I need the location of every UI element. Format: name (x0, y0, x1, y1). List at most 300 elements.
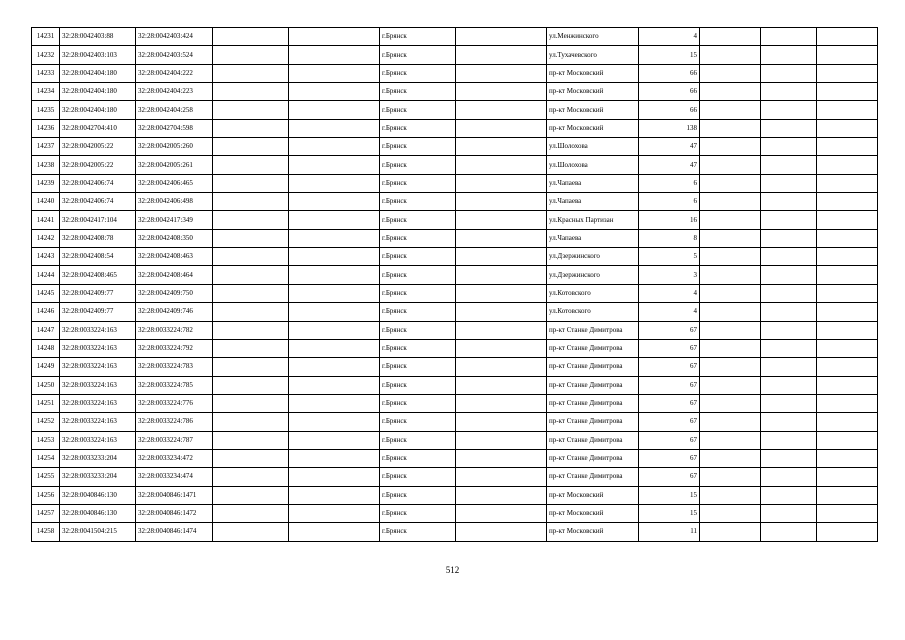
empty-cell (456, 266, 547, 284)
row-number: 14245 (32, 284, 60, 302)
empty-cell (761, 193, 817, 211)
house-number-cell: 67 (639, 321, 700, 339)
empty-cell (761, 156, 817, 174)
house-number-cell: 6 (639, 193, 700, 211)
street-cell: ул.Шолохова (547, 138, 639, 156)
row-number: 14249 (32, 358, 60, 376)
table-row (32, 394, 878, 412)
house-number-cell: 47 (639, 138, 700, 156)
city-cell: г.Брянск (380, 119, 456, 137)
row-number: 14234 (32, 83, 60, 101)
empty-cell (289, 358, 380, 376)
object-cadastral-number: 32:28:0033224:782 (136, 321, 213, 339)
city-cell: г.Брянск (380, 229, 456, 247)
empty-cell (817, 64, 878, 82)
street-cell: пр-кт Станке Димитрова (547, 449, 639, 467)
table-row (32, 83, 878, 101)
object-cadastral-number: 32:28:0033224:785 (136, 376, 213, 394)
empty-cell (817, 523, 878, 541)
empty-cell (456, 138, 547, 156)
empty-cell (213, 174, 289, 192)
empty-cell (700, 504, 761, 522)
empty-cell (700, 28, 761, 46)
parcel-cadastral-number: 32:28:0040846:130 (60, 486, 136, 504)
empty-cell (456, 339, 547, 357)
object-cadastral-number: 32:28:0042005:261 (136, 156, 213, 174)
empty-cell (456, 174, 547, 192)
empty-cell (289, 64, 380, 82)
parcel-cadastral-number: 32:28:0033233:204 (60, 449, 136, 467)
empty-cell (700, 468, 761, 486)
empty-cell (700, 211, 761, 229)
row-number: 14255 (32, 468, 60, 486)
house-number-cell: 5 (639, 248, 700, 266)
empty-cell (761, 321, 817, 339)
empty-cell (700, 358, 761, 376)
street-cell: пр-кт Станке Димитрова (547, 339, 639, 357)
empty-cell (700, 174, 761, 192)
parcel-cadastral-number: 32:28:0033224:163 (60, 321, 136, 339)
empty-cell (700, 523, 761, 541)
empty-cell (289, 101, 380, 119)
empty-cell (700, 266, 761, 284)
empty-cell (817, 248, 878, 266)
empty-cell (761, 174, 817, 192)
house-number-cell: 4 (639, 28, 700, 46)
empty-cell (817, 174, 878, 192)
empty-cell (289, 46, 380, 64)
house-number-cell: 15 (639, 486, 700, 504)
empty-cell (761, 468, 817, 486)
city-cell: г.Брянск (380, 64, 456, 82)
parcel-cadastral-number: 32:28:0042408:78 (60, 229, 136, 247)
empty-cell (700, 138, 761, 156)
empty-cell (817, 46, 878, 64)
empty-cell (817, 138, 878, 156)
empty-cell (456, 284, 547, 302)
parcel-cadastral-number: 32:28:0040846:130 (60, 504, 136, 522)
house-number-cell: 67 (639, 468, 700, 486)
row-number: 14257 (32, 504, 60, 522)
parcel-cadastral-number: 32:28:0033224:163 (60, 431, 136, 449)
street-cell: пр-кт Станке Димитрова (547, 376, 639, 394)
city-cell: г.Брянск (380, 413, 456, 431)
street-cell: пр-кт Московский (547, 101, 639, 119)
empty-cell (289, 431, 380, 449)
empty-cell (761, 211, 817, 229)
empty-cell (213, 321, 289, 339)
empty-cell (700, 394, 761, 412)
parcel-cadastral-number: 32:28:0042404:180 (60, 83, 136, 101)
table-row (32, 156, 878, 174)
object-cadastral-number: 32:28:0042409:750 (136, 284, 213, 302)
table-row (32, 376, 878, 394)
empty-cell (761, 449, 817, 467)
empty-cell (817, 284, 878, 302)
empty-cell (700, 376, 761, 394)
empty-cell (213, 303, 289, 321)
street-cell: пр-кт Станке Димитрова (547, 321, 639, 339)
house-number-cell: 67 (639, 376, 700, 394)
object-cadastral-number: 32:28:0042408:350 (136, 229, 213, 247)
row-number: 14237 (32, 138, 60, 156)
empty-cell (700, 431, 761, 449)
parcel-cadastral-number: 32:28:0042403:88 (60, 28, 136, 46)
object-cadastral-number: 32:28:0042403:424 (136, 28, 213, 46)
city-cell: г.Брянск (380, 523, 456, 541)
empty-cell (289, 504, 380, 522)
house-number-cell: 6 (639, 174, 700, 192)
empty-cell (817, 28, 878, 46)
street-cell: ул.Котовского (547, 284, 639, 302)
empty-cell (700, 284, 761, 302)
street-cell: ул.Чапаева (547, 174, 639, 192)
house-number-cell: 67 (639, 413, 700, 431)
empty-cell (213, 431, 289, 449)
empty-cell (289, 138, 380, 156)
empty-cell (289, 449, 380, 467)
object-cadastral-number: 32:28:0042005:260 (136, 138, 213, 156)
empty-cell (761, 64, 817, 82)
empty-cell (213, 468, 289, 486)
object-cadastral-number: 32:28:0042417:349 (136, 211, 213, 229)
city-cell: г.Брянск (380, 376, 456, 394)
empty-cell (213, 413, 289, 431)
empty-cell (289, 248, 380, 266)
empty-cell (817, 119, 878, 137)
empty-cell (213, 211, 289, 229)
empty-cell (213, 193, 289, 211)
row-number: 14236 (32, 119, 60, 137)
table-row (32, 486, 878, 504)
empty-cell (289, 523, 380, 541)
empty-cell (213, 64, 289, 82)
empty-cell (213, 46, 289, 64)
empty-cell (700, 46, 761, 64)
city-cell: г.Брянск (380, 339, 456, 357)
table-row (32, 523, 878, 541)
empty-cell (761, 284, 817, 302)
empty-cell (289, 468, 380, 486)
empty-cell (817, 266, 878, 284)
empty-cell (289, 376, 380, 394)
city-cell: г.Брянск (380, 248, 456, 266)
street-cell: ул.Чапаева (547, 229, 639, 247)
table-row (32, 449, 878, 467)
parcel-cadastral-number: 32:28:0042005:22 (60, 138, 136, 156)
house-number-cell: 3 (639, 266, 700, 284)
row-number: 14243 (32, 248, 60, 266)
row-number: 14254 (32, 449, 60, 467)
row-number: 14246 (32, 303, 60, 321)
empty-cell (761, 303, 817, 321)
row-number: 14241 (32, 211, 60, 229)
empty-cell (456, 376, 547, 394)
empty-cell (761, 339, 817, 357)
parcel-cadastral-number: 32:28:0042005:22 (60, 156, 136, 174)
empty-cell (700, 229, 761, 247)
street-cell: пр-кт Московский (547, 486, 639, 504)
empty-cell (289, 284, 380, 302)
parcel-cadastral-number: 32:28:0042406:74 (60, 174, 136, 192)
empty-cell (289, 229, 380, 247)
parcel-cadastral-number: 32:28:0033224:163 (60, 376, 136, 394)
empty-cell (289, 211, 380, 229)
street-cell: пр-кт Станке Димитрова (547, 431, 639, 449)
object-cadastral-number: 32:28:0042704:598 (136, 119, 213, 137)
empty-cell (817, 376, 878, 394)
house-number-cell: 66 (639, 101, 700, 119)
table-row (32, 64, 878, 82)
empty-cell (289, 266, 380, 284)
empty-cell (817, 394, 878, 412)
table-row (32, 358, 878, 376)
empty-cell (289, 83, 380, 101)
city-cell: г.Брянск (380, 83, 456, 101)
city-cell: г.Брянск (380, 358, 456, 376)
empty-cell (761, 523, 817, 541)
city-cell: г.Брянск (380, 321, 456, 339)
house-number-cell: 11 (639, 523, 700, 541)
parcel-cadastral-number: 32:28:0033233:204 (60, 468, 136, 486)
table-row (32, 229, 878, 247)
empty-cell (761, 413, 817, 431)
table-row (32, 101, 878, 119)
empty-cell (817, 486, 878, 504)
empty-cell (700, 64, 761, 82)
table-row (32, 321, 878, 339)
page-number: 512 (445, 565, 460, 575)
empty-cell (289, 303, 380, 321)
row-number: 14252 (32, 413, 60, 431)
empty-cell (700, 303, 761, 321)
empty-cell (817, 358, 878, 376)
house-number-cell: 67 (639, 358, 700, 376)
city-cell: г.Брянск (380, 284, 456, 302)
empty-cell (700, 486, 761, 504)
empty-cell (817, 83, 878, 101)
empty-cell (213, 248, 289, 266)
city-cell: г.Брянск (380, 211, 456, 229)
table-row (32, 248, 878, 266)
table-row (32, 284, 878, 302)
house-number-cell: 8 (639, 229, 700, 247)
object-cadastral-number: 32:28:0033224:783 (136, 358, 213, 376)
table-row (32, 174, 878, 192)
row-number: 14235 (32, 101, 60, 119)
empty-cell (817, 504, 878, 522)
empty-cell (289, 28, 380, 46)
empty-cell (213, 504, 289, 522)
object-cadastral-number: 32:28:0042408:464 (136, 266, 213, 284)
table-row (32, 468, 878, 486)
empty-cell (456, 193, 547, 211)
empty-cell (213, 358, 289, 376)
empty-cell (213, 101, 289, 119)
parcel-cadastral-number: 32:28:0042408:465 (60, 266, 136, 284)
empty-cell (817, 468, 878, 486)
empty-cell (700, 248, 761, 266)
empty-cell (213, 229, 289, 247)
object-cadastral-number: 32:28:0042404:258 (136, 101, 213, 119)
street-cell: ул.Дзержинского (547, 266, 639, 284)
empty-cell (456, 28, 547, 46)
city-cell: г.Брянск (380, 468, 456, 486)
row-number: 14250 (32, 376, 60, 394)
street-cell: пр-кт Станке Димитрова (547, 413, 639, 431)
object-cadastral-number: 32:28:0033224:792 (136, 339, 213, 357)
table-row (32, 211, 878, 229)
empty-cell (817, 339, 878, 357)
city-cell: г.Брянск (380, 174, 456, 192)
empty-cell (817, 156, 878, 174)
parcel-cadastral-number: 32:28:0042417:104 (60, 211, 136, 229)
empty-cell (213, 394, 289, 412)
empty-cell (213, 83, 289, 101)
parcel-cadastral-number: 32:28:0042704:410 (60, 119, 136, 137)
table-row (32, 138, 878, 156)
empty-cell (761, 504, 817, 522)
street-cell: ул.Чапаева (547, 193, 639, 211)
parcel-cadastral-number: 32:28:0033224:163 (60, 339, 136, 357)
object-cadastral-number: 32:28:0040846:1471 (136, 486, 213, 504)
row-number: 14242 (32, 229, 60, 247)
object-cadastral-number: 32:28:0033224:786 (136, 413, 213, 431)
empty-cell (761, 119, 817, 137)
empty-cell (700, 413, 761, 431)
empty-cell (456, 303, 547, 321)
street-cell: ул.Менжинского (547, 28, 639, 46)
street-cell: ул.Красных Партизан (547, 211, 639, 229)
empty-cell (456, 211, 547, 229)
empty-cell (761, 229, 817, 247)
house-number-cell: 67 (639, 394, 700, 412)
table-row (32, 266, 878, 284)
row-number: 14239 (32, 174, 60, 192)
empty-cell (817, 193, 878, 211)
street-cell: ул.Дзержинского (547, 248, 639, 266)
empty-cell (213, 28, 289, 46)
empty-cell (456, 431, 547, 449)
house-number-cell: 15 (639, 504, 700, 522)
empty-cell (761, 101, 817, 119)
object-cadastral-number: 32:28:0033234:474 (136, 468, 213, 486)
empty-cell (761, 376, 817, 394)
empty-cell (456, 83, 547, 101)
empty-cell (817, 211, 878, 229)
city-cell: г.Брянск (380, 46, 456, 64)
empty-cell (456, 64, 547, 82)
house-number-cell: 67 (639, 449, 700, 467)
row-number: 14233 (32, 64, 60, 82)
empty-cell (761, 486, 817, 504)
city-cell: г.Брянск (380, 486, 456, 504)
empty-cell (456, 449, 547, 467)
city-cell: г.Брянск (380, 449, 456, 467)
row-number: 14238 (32, 156, 60, 174)
empty-cell (456, 156, 547, 174)
street-cell: пр-кт Московский (547, 64, 639, 82)
city-cell: г.Брянск (380, 431, 456, 449)
city-cell: г.Брянск (380, 28, 456, 46)
empty-cell (289, 174, 380, 192)
parcel-cadastral-number: 32:28:0033224:163 (60, 394, 136, 412)
row-number: 14231 (32, 28, 60, 46)
parcel-cadastral-number: 32:28:0041504:215 (60, 523, 136, 541)
empty-cell (289, 413, 380, 431)
empty-cell (213, 284, 289, 302)
empty-cell (456, 321, 547, 339)
city-cell: г.Брянск (380, 266, 456, 284)
empty-cell (213, 523, 289, 541)
house-number-cell: 138 (639, 119, 700, 137)
parcel-cadastral-number: 32:28:0042404:180 (60, 101, 136, 119)
city-cell: г.Брянск (380, 156, 456, 174)
row-number: 14248 (32, 339, 60, 357)
street-cell: пр-кт Станке Димитрова (547, 394, 639, 412)
object-cadastral-number: 32:28:0042403:524 (136, 46, 213, 64)
table-row (32, 413, 878, 431)
empty-cell (289, 119, 380, 137)
table-row (32, 28, 878, 46)
empty-cell (213, 138, 289, 156)
empty-cell (456, 119, 547, 137)
parcel-cadastral-number: 32:28:0042409:77 (60, 284, 136, 302)
registry-table (31, 27, 878, 542)
row-number: 14258 (32, 523, 60, 541)
house-number-cell: 67 (639, 339, 700, 357)
object-cadastral-number: 32:28:0042408:463 (136, 248, 213, 266)
empty-cell (289, 394, 380, 412)
empty-cell (456, 248, 547, 266)
empty-cell (456, 229, 547, 247)
empty-cell (817, 321, 878, 339)
empty-cell (213, 266, 289, 284)
street-cell: пр-кт Станке Димитрова (547, 468, 639, 486)
house-number-cell: 66 (639, 83, 700, 101)
empty-cell (700, 449, 761, 467)
empty-cell (700, 339, 761, 357)
row-number: 14240 (32, 193, 60, 211)
empty-cell (761, 138, 817, 156)
empty-cell (456, 468, 547, 486)
table-row (32, 303, 878, 321)
table-row (32, 431, 878, 449)
row-number: 14251 (32, 394, 60, 412)
empty-cell (213, 486, 289, 504)
object-cadastral-number: 32:28:0040846:1472 (136, 504, 213, 522)
house-number-cell: 47 (639, 156, 700, 174)
parcel-cadastral-number: 32:28:0042408:54 (60, 248, 136, 266)
empty-cell (817, 449, 878, 467)
city-cell: г.Брянск (380, 303, 456, 321)
table-row (32, 504, 878, 522)
parcel-cadastral-number: 32:28:0042409:77 (60, 303, 136, 321)
street-cell: пр-кт Московский (547, 83, 639, 101)
empty-cell (761, 83, 817, 101)
empty-cell (761, 248, 817, 266)
empty-cell (817, 431, 878, 449)
empty-cell (456, 523, 547, 541)
empty-cell (761, 46, 817, 64)
empty-cell (213, 119, 289, 137)
empty-cell (289, 156, 380, 174)
empty-cell (289, 339, 380, 357)
street-cell: пр-кт Московский (547, 523, 639, 541)
empty-cell (700, 101, 761, 119)
row-number: 14256 (32, 486, 60, 504)
row-number: 14247 (32, 321, 60, 339)
